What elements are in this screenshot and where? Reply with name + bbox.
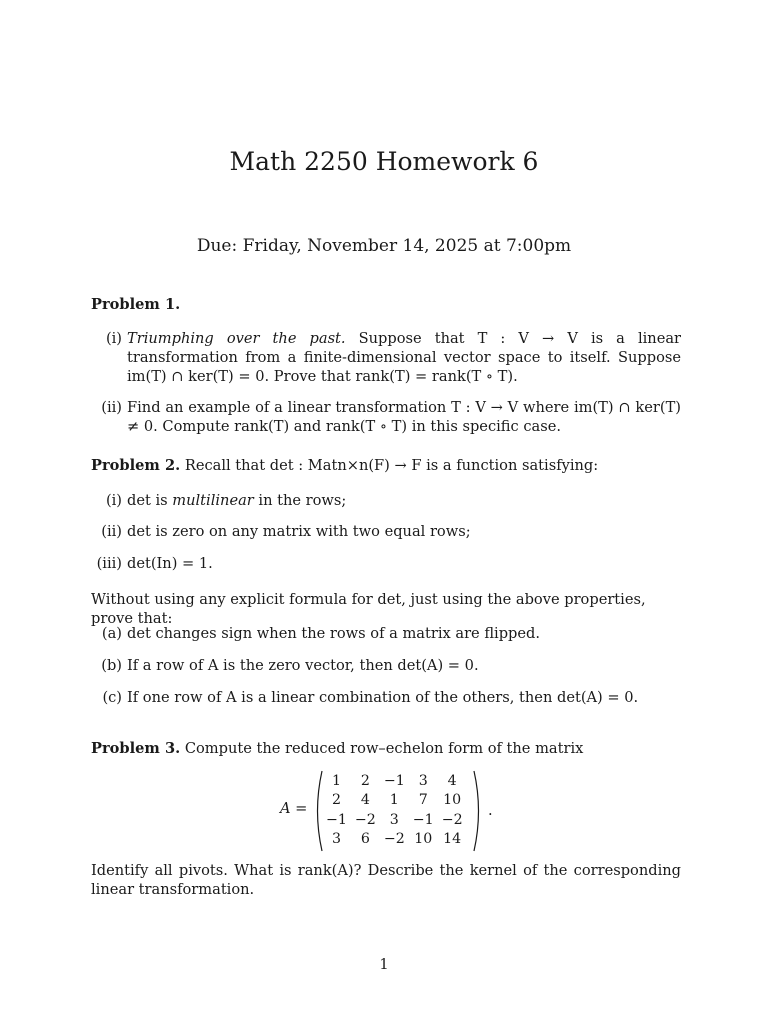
right-paren-icon: [472, 769, 484, 853]
problem-2-intro: [91, 456, 681, 475]
problem-1-part-ii: [91, 398, 681, 436]
item-emphasis: Triumphing over the past.: [127, 330, 346, 347]
matrix-cell: 6: [360, 831, 370, 848]
problem-3-question: Identify all pivots. What is rank(A)? Describe the kernel of the corresponding linear transformation.: [91, 862, 681, 898]
matrix-cell: 10: [443, 792, 462, 809]
matrix-row: [322, 771, 467, 791]
matrix-a: [276, 771, 506, 851]
matrix-cell: −2: [383, 831, 405, 848]
item-label: (i): [105, 330, 122, 347]
matrix-row: [322, 791, 467, 811]
matrix-cell: 7: [418, 792, 428, 809]
matrix-cell: −1: [326, 811, 347, 828]
matrix-cell: −1: [412, 811, 434, 828]
problem-3-intro-text: Compute the reduced row–echelon form of the matrix: [180, 740, 584, 757]
matrix-cell: 2: [360, 772, 370, 789]
item-label: (ii): [101, 399, 122, 416]
matrix-cell: 4: [447, 772, 457, 789]
matrix-cell: −1: [383, 772, 405, 789]
page-number: 1: [379, 956, 389, 973]
matrix-cell: −2: [354, 811, 376, 828]
problem-2-intro-text: Recall that det : Matn×n(F) → F is a function satisfying:: [180, 457, 599, 474]
matrix-cell: 3: [418, 772, 428, 789]
matrix-period: .: [488, 802, 493, 819]
problem-2-heading: Problem 2.: [91, 457, 181, 474]
matrix-cell: 1: [389, 792, 399, 809]
matrix-cell: 4: [360, 792, 370, 809]
problem-1-part-i: [91, 329, 681, 386]
matrix-label: A =: [280, 800, 308, 817]
matrix-cell: 14: [443, 831, 462, 848]
matrix-cell: 3: [389, 811, 399, 828]
problem-3-intro: [91, 739, 681, 758]
matrix-cell: 3: [331, 831, 341, 848]
due-date: Due: Friday, November 14, 2025 at 7:00pm: [196, 236, 572, 256]
homework-page: Math 2250 Homework 6 Due: Friday, November 14, 2025 at 7:00pm Problem 1. (i) Triumphing over the past. Suppose that T : V → V is a linear transformation from a finite-dimensional vector space to itself. Suppose im(T) ∩ ker(T) = 0. Prove that rank(T) = rank(T ∘ T). (ii) Find an example of a linear transformation T : V → V where im(T) ∩ ker(T) ≠ 0. Compute rank(T) and rank(T ∘ T) in this specific case. Problem 2. Recall that det : Matn×n(F) → F is a function satisfying: (i) det is multilinear in the rows; (ii) det is zero on any matrix with two equal rows; (iii) det(In) = 1. Without using any explicit formula for det, just using the above properties, prove that: (a) det changes sign when the rows of a matrix are flipped. (b) If a row of A is the zero vector, then det(A) = 0. (c) If one row of A is a linear combination of the others, then det(A) = 0. Problem 3. Compute the reduced row–echelon form of the matrix A = 1 2 −1 3 4 2 4 1 7 10 −1 −2 3 −1 −2 3 6 −2 10 14 . Identify all pivots. What is rank(A)? Describe the kernel of the corresponding linear transformation. 1: [0, 0, 768, 1024]
document-title: Math 2250 Homework 6: [229, 147, 539, 176]
matrix-row: [322, 810, 467, 830]
matrix-cell: 2: [331, 792, 341, 809]
matrix-cell: 10: [414, 831, 433, 848]
problem-1-heading: Problem 1.: [91, 296, 181, 313]
problem-2-middle: Without using any explicit formula for det, just using the above properties, prove that:: [91, 591, 646, 627]
item-text: Suppose that T : V → V is a linear transformation from a finite-dimensional vector space to itself. Suppose im(T) ∩ ker(T) = 0. Prove that rank(T) = rank(T ∘ T).: [127, 330, 682, 385]
item-emphasis: multilinear: [172, 492, 254, 509]
matrix-cell: 1: [331, 772, 341, 789]
matrix-table: [322, 771, 467, 849]
matrix-cell: −2: [441, 811, 463, 828]
problem-3-heading: Problem 3.: [91, 740, 181, 757]
item-text: Find an example of a linear transformation T : V → V where im(T) ∩ ker(T) ≠ 0. Compute rank(T) and rank(T ∘ T) in this specific case.: [127, 399, 681, 435]
matrix-row: [322, 830, 467, 850]
